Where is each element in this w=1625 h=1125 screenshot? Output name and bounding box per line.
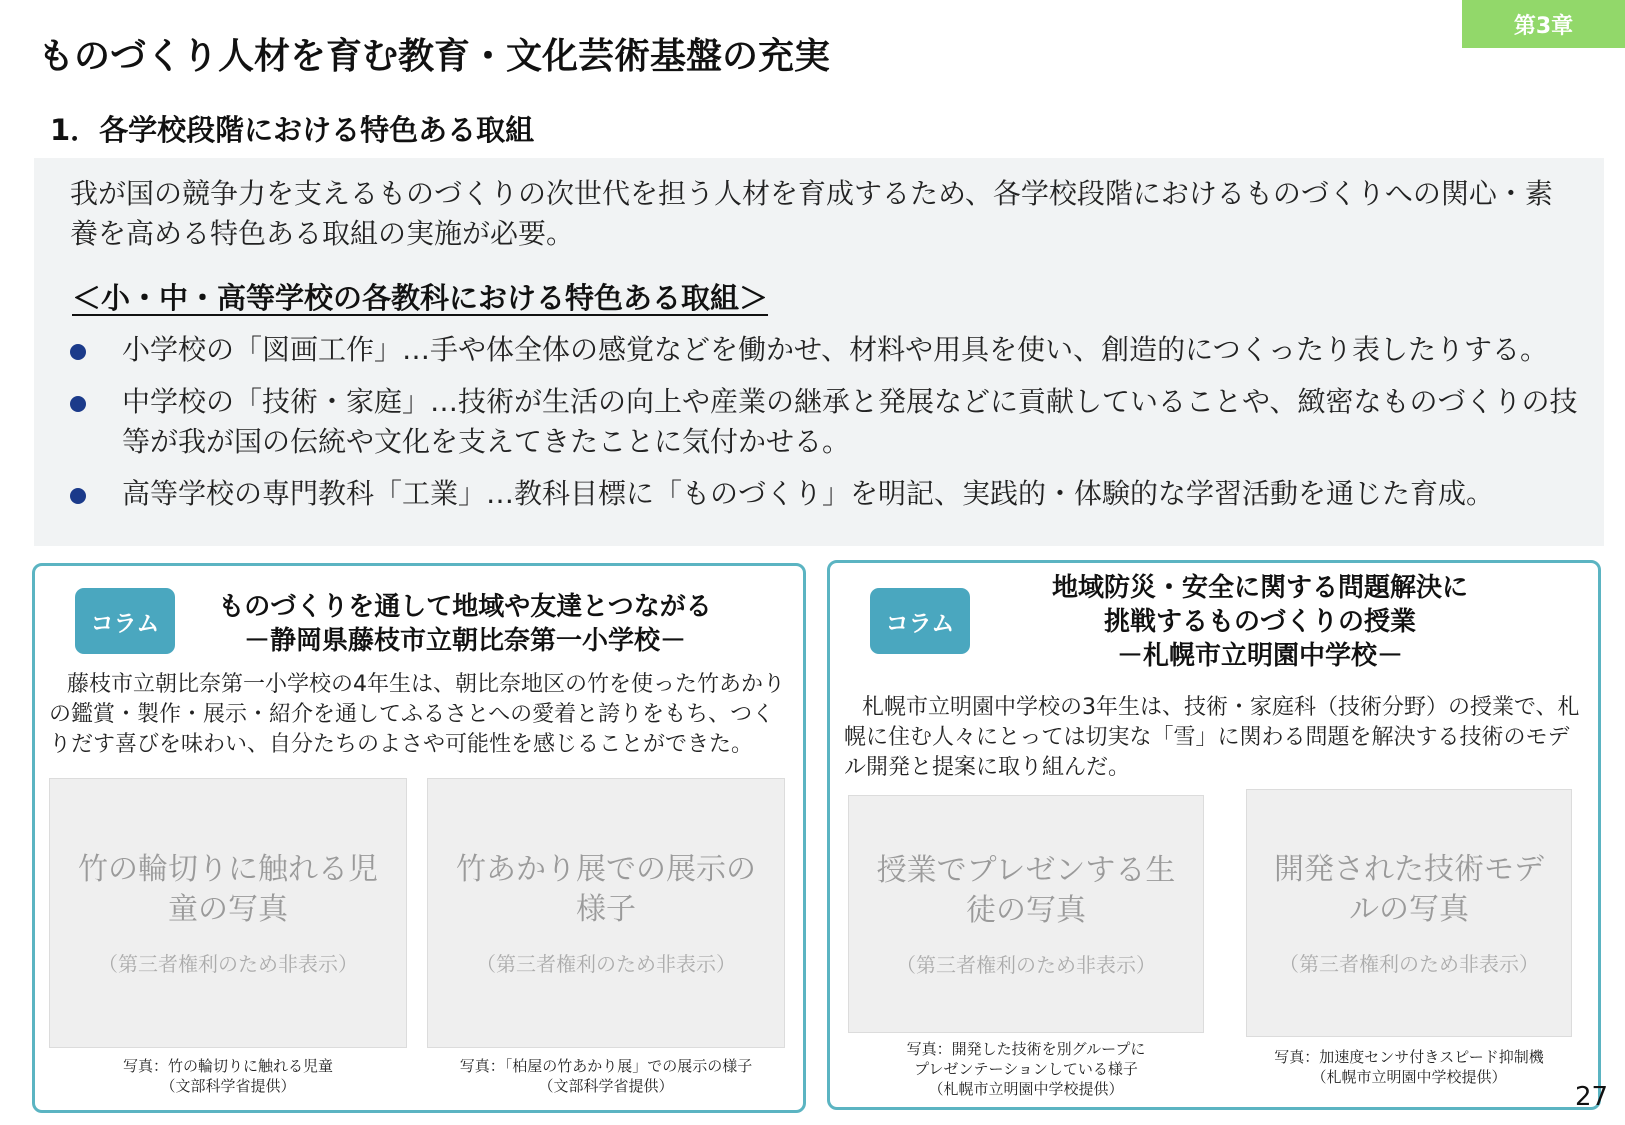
photo-placeholder xyxy=(848,795,1204,1033)
caption-line: 写真：竹の輪切りに触れる児童 xyxy=(122,1057,333,1075)
bullet-text: 小学校の「図画工作」…手や体全体の感覚などを働かせ、材料や用具を使い、創造的につくったり表したりする。 xyxy=(122,333,1549,366)
photo-note: （第三者権利のため非表示） xyxy=(896,952,1156,977)
column-body: 藤枝市立朝比奈第一小学校の4年生は、朝比奈地区の竹を使った竹あかりの鑑賞・製作・展示・紹介を通してふるさとへの愛着と誇りをもち、つくりだす喜びを味わい、自分たちのよさや可能性を感じることができた。 xyxy=(49,672,785,757)
bullet-dot-icon xyxy=(70,488,86,504)
intro-panel xyxy=(34,158,1604,546)
photo-caption xyxy=(1246,1047,1572,1087)
photo-placeholder xyxy=(1246,789,1572,1037)
photo-label: 竹の輪切りに触れる児童の写真 xyxy=(78,851,378,927)
caption-line: （札幌市立明園中学校提供） xyxy=(928,1080,1124,1098)
bullet-item-high-school xyxy=(70,474,1590,514)
column-title-line: 挑戦するものづくりの授業 xyxy=(1103,607,1416,637)
photo-label: 竹あかり展での展示の様子 xyxy=(456,851,756,927)
photo-caption xyxy=(49,1056,407,1096)
column-title-line: －静岡県藤枝市立朝比奈第一小学校－ xyxy=(243,626,686,656)
bullet-text: 中学校の「技術・家庭」…技術が生活の向上や産業の継承と発展などに貢献していることや、緻密なものづくりの技等が我が国の伝統や文化を支えてきたことに気付かせる。 xyxy=(122,385,1578,458)
column-title xyxy=(185,590,745,658)
caption-line: 写真：「柏屋の竹あかり展」での展示の様子 xyxy=(459,1057,753,1075)
column-badge: コラム xyxy=(75,588,175,654)
photo-label: 授業でプレゼンする生徒の写真 xyxy=(876,852,1176,928)
column-body: 札幌市立明園中学校の3年生は、技術・家庭科（技術分野）の授業で、札幌に住む人々にとっては切実な「雪」に関わる問題を解決する技術のモデル開発と提案に取り組んだ。 xyxy=(844,695,1580,780)
bullet-list xyxy=(70,330,1590,526)
caption-line: （札幌市立明園中学校提供） xyxy=(1311,1068,1507,1086)
photo-note: （第三者権利のため非表示） xyxy=(98,951,358,976)
chapter-tag: 第3章 xyxy=(1462,0,1625,48)
caption-line: 写真：加速度センサ付きスピード抑制機 xyxy=(1274,1048,1544,1066)
photo-label: 開発された技術モデルの写真 xyxy=(1274,851,1544,927)
column-title xyxy=(980,571,1540,673)
photo-note: （第三者権利のため非表示） xyxy=(476,951,736,976)
bullet-dot-icon xyxy=(70,344,86,360)
caption-line: （文部科学省提供） xyxy=(538,1077,674,1095)
page-title: ものづくり人材を育む教育・文化芸術基盤の充実 xyxy=(38,36,831,77)
photo-placeholder xyxy=(427,778,785,1048)
bullet-item-elementary xyxy=(70,330,1590,370)
column-box-meien xyxy=(827,560,1601,1110)
section-heading: 1．各学校段階における特色ある取組 xyxy=(50,113,535,147)
bullet-text: 高等学校の専門教科「工業」…教科目標に「ものづくり」を明記、実践的・体験的な学習活動を通じた育成。 xyxy=(122,477,1495,510)
photo-note: （第三者権利のため非表示） xyxy=(1279,951,1539,976)
column-box-fujieda xyxy=(32,563,806,1113)
photo-placeholder xyxy=(49,778,407,1048)
intro-text: 我が国の競争力を支えるものづくりの次世代を担う人材を育成するため、各学校段階におけるものづくりへの関心・素養を高める特色ある取組の実施が必要。 xyxy=(70,177,1553,250)
column-title-line: －札幌市立明園中学校－ xyxy=(1116,641,1403,671)
caption-line: （文部科学省提供） xyxy=(160,1077,296,1095)
column-badge: コラム xyxy=(870,588,970,654)
photo-caption xyxy=(427,1056,785,1096)
caption-line: プレゼンテーションしている様子 xyxy=(914,1060,1138,1078)
sub-heading: ＜小・中・高等学校の各教科における特色ある取組＞ xyxy=(72,281,769,315)
caption-line: 写真：開発した技術を別グループに xyxy=(906,1040,1146,1058)
photo-caption xyxy=(848,1039,1204,1099)
bullet-item-junior-high xyxy=(70,382,1590,462)
column-title-line: ものづくりを通して地域や友達とつながる xyxy=(218,592,712,622)
page-number: 27 xyxy=(1575,1082,1609,1112)
bullet-dot-icon xyxy=(70,396,86,412)
column-title-line: 地域防災・安全に関する問題解決に xyxy=(1051,573,1468,603)
